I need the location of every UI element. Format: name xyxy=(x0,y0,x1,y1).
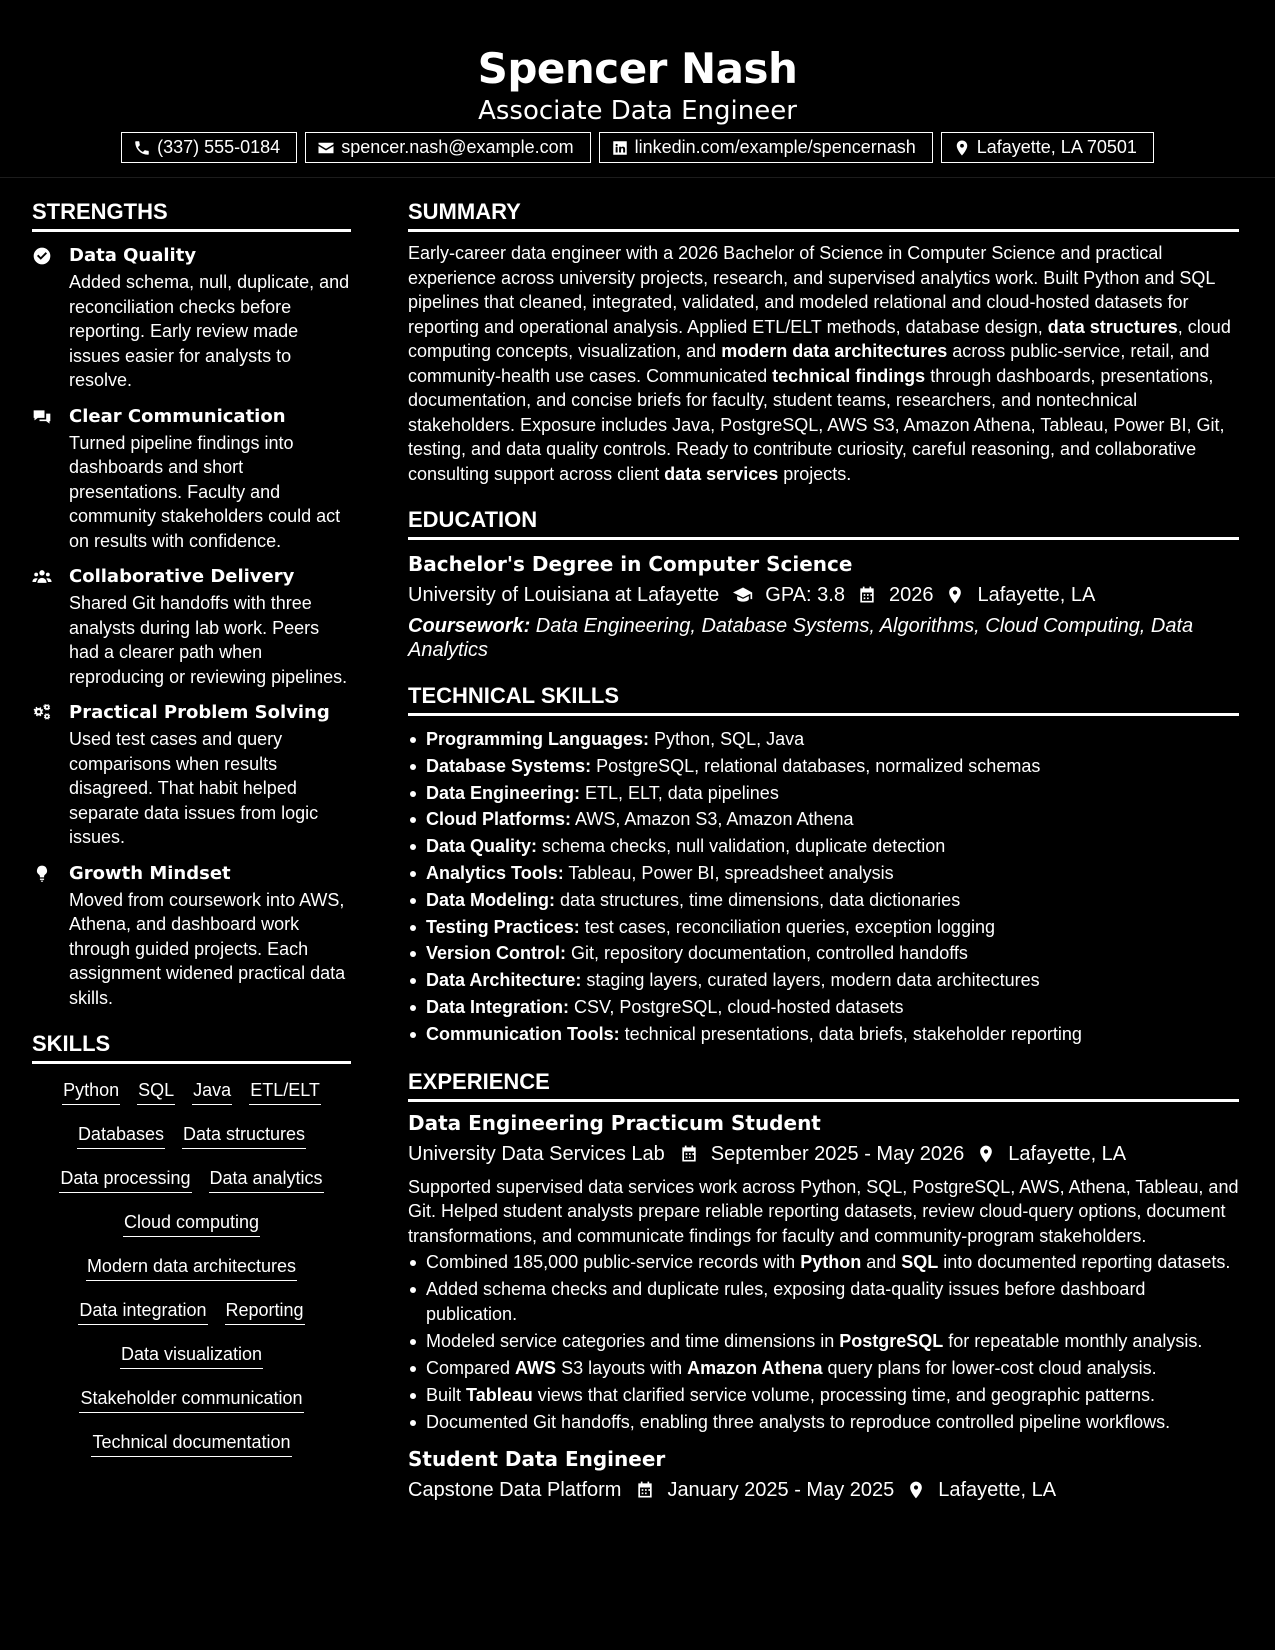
education-meta xyxy=(408,581,1239,609)
bullet-text: Built xyxy=(426,1384,467,1405)
skill-category: Communication Tools: xyxy=(426,1023,620,1044)
skill-values: ETL, ELT, data pipelines xyxy=(580,782,779,803)
left-column xyxy=(32,198,351,1477)
skill-category: Version Control: xyxy=(426,943,567,964)
skills-section xyxy=(32,1030,351,1457)
list-item xyxy=(408,753,1239,780)
skill-tag: Data integration xyxy=(78,1298,207,1325)
school-location: Lafayette, LA xyxy=(977,584,1096,606)
degree-title: Bachelor's Degree in Computer Science xyxy=(408,552,853,576)
lightbulb-icon xyxy=(32,864,52,884)
coursework-list: Data Engineering, Database Systems, Algorithms, Cloud Computing, Data Analytics xyxy=(408,615,1194,661)
strength-item xyxy=(32,701,351,850)
contact-email[interactable] xyxy=(305,132,590,163)
strength-title: Data Quality xyxy=(69,245,197,266)
job-dates: January 2025 - May 2025 xyxy=(667,1479,895,1502)
contact-phone xyxy=(121,132,297,163)
bullet-text: views that clarified service volume, processing time, and geographic patterns. xyxy=(532,1384,1156,1405)
experience-heading: EXPERIENCE xyxy=(408,1068,1239,1102)
skill-tag: Python xyxy=(62,1078,120,1105)
bullet-text: Added schema checks and duplicate rules, exposing data-quality issues before dashboard publication. xyxy=(426,1279,1146,1324)
linkedin-text: linkedin.com/example/spencernash xyxy=(634,137,916,157)
list-item xyxy=(408,1329,1239,1354)
bullet-emphasis: Python xyxy=(800,1252,862,1273)
bullet-emphasis: Tableau xyxy=(466,1384,533,1405)
list-item xyxy=(408,780,1239,807)
grad-year: 2026 xyxy=(888,584,934,606)
strengths-section xyxy=(32,198,351,1010)
bullet-text: Documented Git handoffs, enabling three analysts to reproduce controlled pipeline workflows. xyxy=(426,1411,1171,1432)
skill-values: schema checks, null validation, duplicate detection xyxy=(537,836,946,857)
technical-skills-list xyxy=(408,726,1239,1048)
skill-values: Git, repository documentation, controlled handoffs xyxy=(566,943,968,964)
list-item xyxy=(408,994,1239,1021)
bullet-text: into documented reporting datasets. xyxy=(938,1252,1231,1273)
candidate-name: Spencer Nash xyxy=(477,44,798,93)
summary-segment: Early-career data engineer with a 2026 Bachelor of Science in Computer Science and practical experience across university projects, research, and supervised analytics work. Built Python and SQL pipelines that cleaned, integrated, validated, and modeled relational and cloud-hosted datasets for reporting and operational analysis. Applied ETL/ELT methods, database design, xyxy=(408,243,1215,337)
skill-values: PostgreSQL, relational databases, normalized schemas xyxy=(591,755,1041,776)
candidate-role: Associate Data Engineer xyxy=(478,96,797,126)
strength-title: Collaborative Delivery xyxy=(69,566,295,587)
list-item xyxy=(408,940,1239,967)
map-pin-icon xyxy=(953,139,971,157)
job-description: Supported supervised data services work across Python, SQL, PostgreSQL, AWS, Athena, Tableau, and Git. Helped student analysts prepare reliable reporting datasets, review cloud-query options, document transformations, and communicate findings for faculty and community-program stakeholders. xyxy=(408,1176,1239,1246)
summary-heading: SUMMARY xyxy=(408,198,1239,232)
skill-tags xyxy=(32,1078,351,1457)
school-name: University of Louisiana at Lafayette xyxy=(408,584,720,606)
summary-section xyxy=(408,198,1239,486)
skill-tag: Modern data architectures xyxy=(86,1254,297,1281)
job-meta xyxy=(408,1140,1239,1168)
summary-emphasis: data services xyxy=(664,463,779,484)
skill-tag: Stakeholder communication xyxy=(79,1386,303,1413)
skill-category: Data Integration: xyxy=(426,996,570,1017)
skills-heading: SKILLS xyxy=(32,1030,351,1064)
skill-category: Programming Languages: xyxy=(426,729,650,749)
map-pin-icon xyxy=(976,1144,996,1164)
job-bullets xyxy=(408,1250,1239,1434)
calendar-icon xyxy=(679,1144,699,1164)
bullet-text: and xyxy=(861,1252,902,1273)
contact-location xyxy=(941,132,1154,163)
calendar-icon xyxy=(635,1480,655,1500)
skill-tag: Reporting xyxy=(225,1298,305,1325)
list-item xyxy=(408,806,1239,833)
job-org: Capstone Data Platform xyxy=(408,1479,622,1502)
strengths-heading: STRENGTHS xyxy=(32,198,351,232)
skill-tag: SQL xyxy=(137,1078,175,1105)
list-item xyxy=(408,1250,1239,1275)
skill-category: Testing Practices: xyxy=(426,916,580,937)
technical-skills-heading: TECHNICAL SKILLS xyxy=(408,682,1239,716)
coursework-label: Coursework: xyxy=(408,615,531,637)
experience-section xyxy=(408,1068,1239,1505)
job-dates: September 2025 - May 2026 xyxy=(710,1142,965,1165)
skill-category: Cloud Platforms: xyxy=(426,809,572,830)
bullet-emphasis: PostgreSQL xyxy=(839,1330,944,1351)
skill-tag: Data analytics xyxy=(209,1166,324,1193)
list-item xyxy=(408,1410,1239,1435)
job-entry xyxy=(408,1446,1239,1504)
skill-tag: Data processing xyxy=(59,1166,191,1193)
comments-icon xyxy=(32,407,52,427)
skill-values: Python, SQL, Java xyxy=(649,729,805,749)
bullet-text: Compared xyxy=(426,1357,516,1378)
summary-emphasis: data structures xyxy=(1047,316,1178,337)
summary-emphasis: technical findings xyxy=(772,365,926,386)
skill-values: AWS, Amazon S3, Amazon Athena xyxy=(571,809,854,830)
phone-icon xyxy=(133,139,151,157)
list-item xyxy=(408,860,1239,887)
bullet-text: S3 layouts with xyxy=(556,1357,688,1378)
summary-emphasis: modern data architectures xyxy=(721,341,948,361)
list-item xyxy=(408,967,1239,994)
email-text: spencer.nash@example.com xyxy=(341,137,574,157)
summary-text xyxy=(408,241,1239,486)
skill-tag: Data visualization xyxy=(120,1342,263,1369)
bullet-text: Modeled service categories and time dimensions in xyxy=(426,1330,840,1351)
strength-desc: Used test cases and query comparisons when results disagreed. That habit helped separate data issues from logic issues. xyxy=(69,729,319,847)
skill-values: test cases, reconciliation queries, exception logging xyxy=(579,916,995,937)
bullet-text: query plans for lower-cost cloud analysis. xyxy=(822,1357,1157,1378)
job-location: Lafayette, LA xyxy=(938,1479,1057,1502)
bullet-emphasis: SQL xyxy=(901,1252,939,1273)
job-location: Lafayette, LA xyxy=(1008,1142,1127,1165)
bullet-text: for repeatable monthly analysis. xyxy=(943,1330,1203,1351)
contact-linkedin[interactable] xyxy=(599,132,933,163)
skill-values: staging layers, curated layers, modern data architectures xyxy=(581,970,1040,991)
list-item xyxy=(408,914,1239,941)
job-org: University Data Services Lab xyxy=(408,1142,665,1165)
strength-desc: Added schema, null, duplicate, and reconciliation checks before reporting. Early review made issues easier for analysts to resolve. xyxy=(69,272,350,390)
list-item xyxy=(408,887,1239,914)
skill-category: Data Modeling: xyxy=(426,889,555,910)
list-item xyxy=(408,1277,1239,1326)
resume-header xyxy=(0,0,1275,178)
bullet-text: Combined 185,000 public-service records with xyxy=(426,1252,801,1273)
bullet-emphasis: AWS xyxy=(515,1357,557,1378)
strength-desc: Turned pipeline findings into dashboards and short presentations. Faculty and community stakeholders could act on results with confidence. xyxy=(69,432,341,551)
check-circle-icon xyxy=(32,246,52,266)
strength-item xyxy=(32,244,351,393)
skill-tag: ETL/ELT xyxy=(249,1078,321,1105)
graduation-cap-icon xyxy=(733,585,753,605)
skill-category: Data Architecture: xyxy=(426,970,582,991)
skill-tag: Data structures xyxy=(182,1122,306,1149)
map-pin-icon xyxy=(945,585,965,605)
list-item xyxy=(408,1021,1239,1048)
job-title: Data Engineering Practicum Student xyxy=(408,1110,821,1135)
strength-item xyxy=(32,862,351,1011)
list-item xyxy=(408,1356,1239,1381)
skill-values: technical presentations, data briefs, stakeholder reporting xyxy=(619,1023,1082,1044)
strength-desc: Shared Git handoffs with three analysts during lab work. Peers had a clearer path when reproducing or reviewing pipelines. xyxy=(69,593,348,687)
strength-item xyxy=(32,405,351,554)
job-meta xyxy=(408,1476,1239,1504)
location-text: Lafayette, LA 70501 xyxy=(976,137,1137,157)
skill-values: CSV, PostgreSQL, cloud-hosted datasets xyxy=(569,996,904,1017)
users-icon xyxy=(32,567,52,587)
job-entry xyxy=(408,1110,1239,1435)
strength-title: Clear Communication xyxy=(69,405,286,427)
summary-segment: projects. xyxy=(778,463,852,484)
envelope-icon xyxy=(317,139,335,157)
list-item xyxy=(408,1383,1239,1408)
job-title: Student Data Engineer xyxy=(408,1447,666,1472)
education-heading: EDUCATION xyxy=(408,506,1239,540)
skill-category: Data Engineering: xyxy=(426,782,581,803)
calendar-icon xyxy=(857,585,877,605)
skill-category: Analytics Tools: xyxy=(426,862,564,883)
skill-category: Database Systems: xyxy=(426,755,592,776)
list-item xyxy=(408,833,1239,860)
skill-values: data structures, time dimensions, data dictionaries xyxy=(555,889,961,910)
phone-text: (337) 555-0184 xyxy=(157,137,281,157)
strength-title: Practical Problem Solving xyxy=(69,702,330,723)
skill-tag: Technical documentation xyxy=(91,1430,291,1457)
strengths-list xyxy=(32,244,351,1010)
skill-values: Tableau, Power BI, spreadsheet analysis xyxy=(563,862,894,883)
strength-item xyxy=(32,565,351,689)
strength-title: Growth Mindset xyxy=(69,862,231,884)
education-section xyxy=(408,506,1239,662)
summary-segment: across public-service, retail, and community-health use cases. Communicated xyxy=(408,341,1210,386)
list-item xyxy=(408,726,1239,753)
bullet-emphasis: Amazon Athena xyxy=(687,1357,823,1378)
summary-segment: , cloud computing concepts, visualization, and xyxy=(408,316,1231,361)
linkedin-icon xyxy=(611,139,629,157)
summary-segment: through dashboards, presentations, documentation, and concise briefs for faculty, student teams, researchers, and nontechnical stakeholders. Exposure includes Java, PostgreSQL, AWS S3, Amazon Athena, Tableau, Power BI, Git, testing, and data quality controls. Ready to contribute curiosity, careful reasoning, and collaborative consulting support across client xyxy=(408,365,1225,484)
right-column xyxy=(408,198,1239,1524)
gpa-text: GPA: 3.8 xyxy=(765,584,845,606)
strength-desc: Moved from coursework into AWS, Athena, and dashboard work through guided projects. Each assignment widened practical data skills. xyxy=(69,889,346,1008)
cogs-icon xyxy=(32,703,52,723)
skill-category: Data Quality: xyxy=(426,836,538,857)
skill-tag: Cloud computing xyxy=(123,1210,260,1237)
map-pin-icon xyxy=(906,1480,926,1500)
technical-skills-section xyxy=(408,682,1239,1048)
skill-tag: Java xyxy=(192,1078,232,1105)
skill-tag: Databases xyxy=(77,1122,165,1149)
coursework xyxy=(408,614,1239,662)
contact-bar xyxy=(0,132,1275,163)
